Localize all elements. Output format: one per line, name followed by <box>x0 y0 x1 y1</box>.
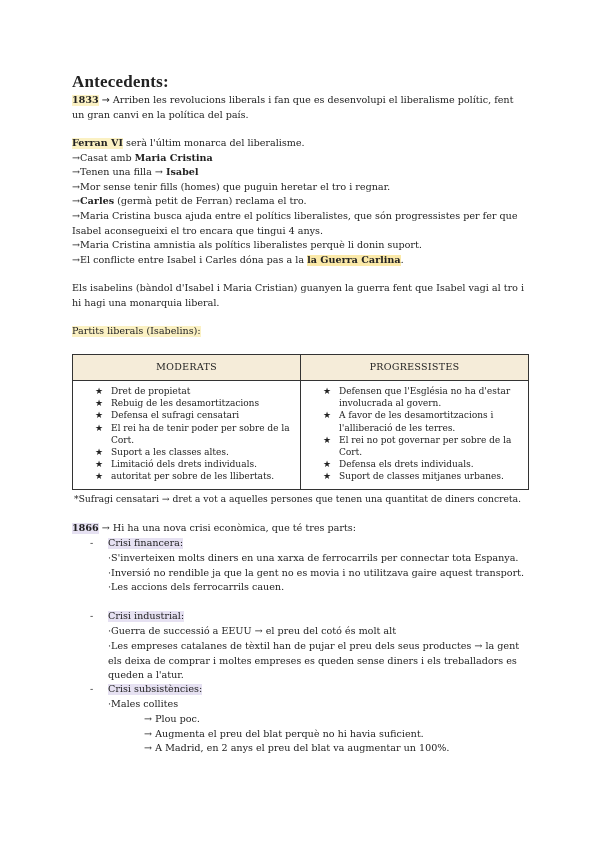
progressistes-item <box>323 435 520 459</box>
financera-item-3: ·Les accions dels ferrocarrils cauen. <box>108 582 285 593</box>
married-text: →Casat amb <box>72 152 135 164</box>
intro-text: Arriben les revolucions liberals i fan que es desenvolupi el liberalisme polític, fent un gran canvi en la política del país. <box>72 95 514 121</box>
progressistes-item <box>323 471 520 483</box>
progressistes-item <box>323 386 520 410</box>
page-title: Antecedents: <box>72 72 169 91</box>
progressistes-item-text: Defensen que l'Església no ha d'estar involucrada al govern. <box>339 387 511 410</box>
progressistes-list <box>323 386 520 484</box>
moderats-item <box>95 386 292 398</box>
year-1866: 1866 <box>72 523 99 534</box>
star-bullet-icon: ★ <box>323 472 332 483</box>
financera-item-2: ·Inversió no rendible ja que la gent no es movia i no utilitzava gaire aquest transport. <box>108 568 525 579</box>
maria-cristina-name: Maria Cristina <box>134 152 213 164</box>
industrial-title: Crisi industrial: <box>108 611 185 622</box>
star-bullet-icon: ★ <box>95 472 104 483</box>
progressistes-item <box>323 459 520 471</box>
moderats-list <box>95 386 292 484</box>
subsistencies-title: Crisi subsistències: <box>108 684 203 695</box>
dash-industrial: - <box>90 611 94 622</box>
carles-text: (germà petit de Ferran) reclama el tro. <box>114 196 307 208</box>
moderats-item-text: Rebuig de les desamortitzacions <box>111 399 260 410</box>
parties-table <box>72 354 529 490</box>
header-progressistes: PROGRESSISTES <box>301 355 529 381</box>
header-moderats: MODERATS <box>73 355 301 381</box>
moderats-item-text: El rei ha de tenir poder per sobre de la Cort. <box>111 423 290 446</box>
conflict-text: →El conflicte entre Isabel i Carles dóna pas a la <box>72 254 308 266</box>
partits-heading: Partits liberals (Isabelins): <box>72 326 201 337</box>
isabel-name: Isabel <box>165 167 199 179</box>
carles-arrow: → <box>72 196 81 208</box>
progressistes-item <box>323 410 520 434</box>
moderats-item <box>95 398 292 410</box>
ferran-line-carles <box>72 195 528 210</box>
star-bullet-icon: ★ <box>95 411 104 422</box>
moderats-item-text: Defensa el sufragi censatari <box>111 411 240 422</box>
arrow-icon: → <box>101 95 110 106</box>
ferran-name: Ferran VI <box>72 138 123 149</box>
subsistencies-lead: ·Males collites <box>108 699 179 710</box>
moderats-item-text: autoritat per sobre de les llibertats. <box>111 472 275 483</box>
ferran-line-dies: →Mor sense tenir fills (homes) que puguin heretar el tro i regnar. <box>72 181 391 193</box>
ferran-intro-line <box>72 137 528 152</box>
crisis-intro-text: → Hi ha una nova crisi econòmica, que té tres parts: <box>98 523 356 534</box>
year-1833: 1833 <box>72 95 99 106</box>
moderats-item <box>95 423 292 447</box>
progressistes-cell <box>301 381 529 490</box>
star-bullet-icon: ★ <box>323 460 332 471</box>
progressistes-item-text: Suport de classes mitjanes urbanes. <box>339 472 504 483</box>
moderats-cell <box>73 381 301 490</box>
ferran-section <box>72 137 528 268</box>
intro-paragraph <box>72 94 528 123</box>
isabelins-paragraph: Els isabelins (bàndol d'Isabel i Maria Cristian) guanyen la guerra fent que Isabel vagi al tro i hi hagi una monarquia liberal. <box>72 283 525 309</box>
ferran-line-conflict <box>72 254 528 269</box>
moderats-item <box>95 459 292 471</box>
industrial-title-wrap <box>108 610 184 625</box>
crisis-intro <box>72 522 528 537</box>
industrial-item-2: ·Les empreses catalanes de tèxtil han de pujar el preu dels seus productes → la gent els deixa de comprar i moltes empreses es queden sense diners i els treballadors es queden a l'atur. <box>108 641 520 682</box>
ferran-line-help: →Maria Cristina busca ajuda entre el polítics liberalistes, que són progressistes per fer que Isabel aconsegueixi el tro encara que tingui 4 anys. <box>72 210 518 237</box>
moderats-item-text: Suport a les classes altes. <box>111 448 229 459</box>
guerra-carlina: la Guerra Carlina <box>307 254 401 266</box>
subsistencies-item-1: → Plou poc. <box>144 714 200 725</box>
subsistencies-item-2: → Augmenta el preu del blat perquè no hi havia suficient. <box>144 729 424 740</box>
moderats-item <box>95 410 292 422</box>
progressistes-item-text: Defensa els drets individuals. <box>339 460 474 471</box>
subsistencies-title-wrap <box>108 683 202 698</box>
star-bullet-icon: ★ <box>95 448 104 459</box>
ferran-intro-text: serà l'últim monarca del liberalisme. <box>126 138 305 149</box>
dash-subsistencies: - <box>90 684 94 695</box>
subsistencies-item-3: → A Madrid, en 2 anys el preu del blat va augmentar un 100%. <box>144 743 450 754</box>
moderats-item-text: Limitació dels drets individuals. <box>111 460 257 471</box>
star-bullet-icon: ★ <box>95 460 104 471</box>
financera-title-wrap <box>108 537 183 552</box>
ferran-line-daughter <box>72 166 528 181</box>
conflict-end: . <box>400 254 404 266</box>
star-bullet-icon: ★ <box>95 399 104 410</box>
star-bullet-icon: ★ <box>95 423 104 434</box>
carles-name: Carles <box>80 196 115 208</box>
footnote: *Sufragi censatari → dret a vot a aquelles persones que tenen una quantitat de diners concreta. <box>74 494 522 505</box>
star-bullet-icon: ★ <box>323 387 332 397</box>
progressistes-item-text: A favor de les desamortitzacions i l'alliberació de les terres. <box>339 411 494 434</box>
dash-financera: - <box>90 538 94 549</box>
industrial-item-1: ·Guerra de successió a EEUU → el preu del cotó és molt alt <box>108 626 397 637</box>
star-bullet-icon: ★ <box>323 411 332 422</box>
ferran-line-married <box>72 152 528 167</box>
moderats-item-text: Dret de propietat <box>111 387 191 397</box>
partits-heading-wrap <box>72 325 528 340</box>
progressistes-item-text: El rei no pot governar per sobre de la Cort. <box>339 435 512 459</box>
daughter-text: →Tenen una filla → <box>72 167 166 179</box>
ferran-line-amnesty: →Maria Cristina amnistia als polítics liberalistes perquè li donin suport. <box>72 240 422 252</box>
financera-item-1: ·S'inverteixen molts diners en una xarxa de ferrocarrils per connectar tota Espanya. <box>108 553 519 564</box>
star-bullet-icon: ★ <box>95 387 104 397</box>
moderats-item <box>95 471 292 483</box>
star-bullet-icon: ★ <box>323 435 332 446</box>
financera-title: Crisi financera: <box>108 538 184 549</box>
moderats-item <box>95 447 292 459</box>
